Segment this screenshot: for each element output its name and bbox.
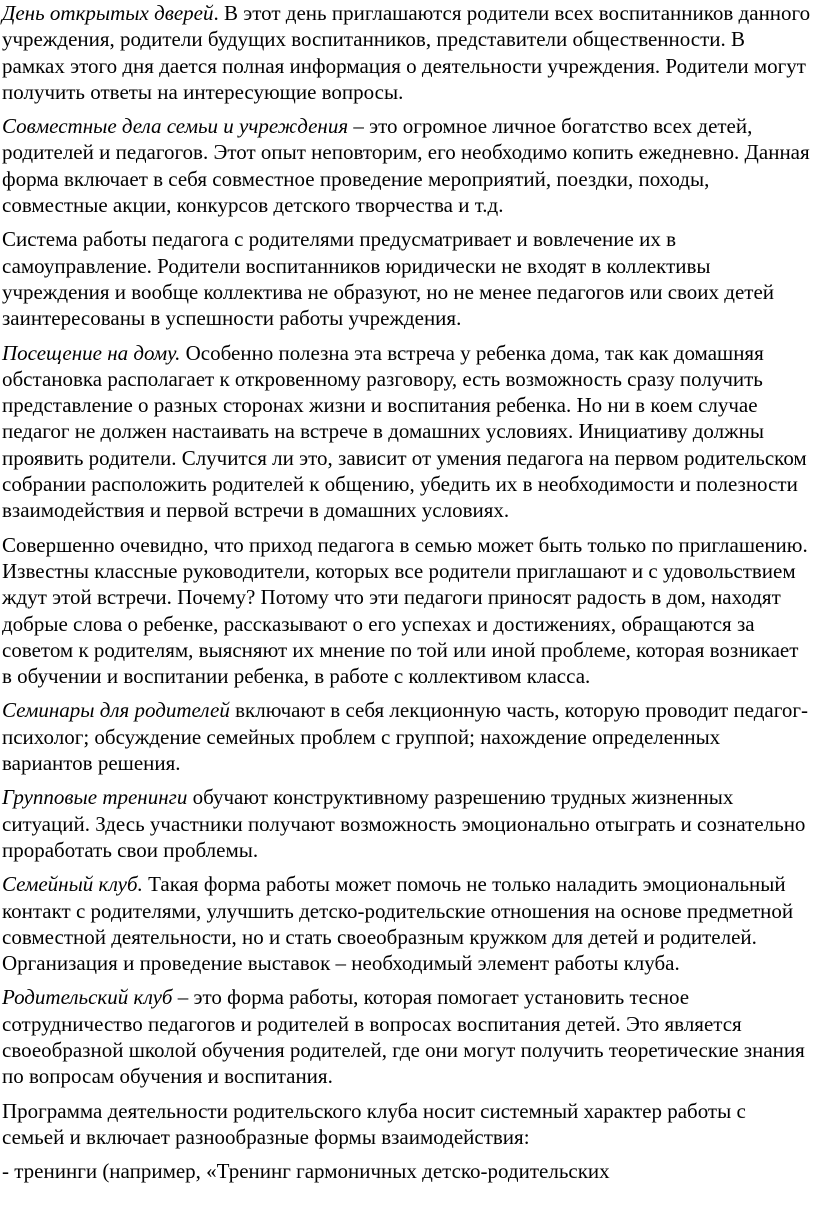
paragraph-joint-activities — [2, 113, 812, 218]
paragraph-family-club — [2, 871, 812, 976]
text-invitation: Совершенно очевидно, что приход педагога в семью может быть только по приглашению. Известны классные руководители, которых все родители приглашают и с удовольствием ждут этой встречи. Почему? Потому что эти педагоги приносят радость в дом, находят добрые слова о ребенке, рассказывают о его успехах и достижениях, обращаются за советом к родителям, выясняют их мнение по той или иной проблеме, которая возникает в обучении и воспитании ребенка, в работе с коллективом класса. — [2, 532, 808, 689]
text-group-trainings: обучают конструктивному разрешению трудных жизненных ситуаций. Здесь участники получают возможность эмоционально отыграть и сознательно проработать свои проблемы. — [2, 785, 806, 862]
text-list-item-trainings: - тренинги (например, «Тренинг гармоничных детско-родительских — [2, 1159, 610, 1184]
text-seminars: включают в себя лекционную часть, которую проводит педагог-психолог; обсуждение семейных проблем с группой; нахождение определенных вариантов решения. — [2, 698, 808, 776]
term-family-club: Семейный клуб. — [2, 872, 143, 897]
paragraph-open-day — [2, 0, 812, 105]
text-joint-activities: – это огромное личное богатство всех детей, родителей и педагогов. Этот опыт неповторим, его необходимо копить ежедневно. Данная форма включает в себя совместное проведение мероприятий, поездки, походы, совместные акции, конкурсов детского творчества и т.д. — [2, 114, 810, 218]
paragraph-list-item-trainings — [2, 1158, 812, 1184]
text-family-club: Такая форма работы может помочь не только наладить эмоциональный контакт с родителями, улучшить детско-родительские отношения на основе предметной совместной деятельности, но и стать своеобразным кружком для детей и родителей. Организация и проведение выставок – необходимый элемент работы клуба. — [2, 872, 794, 976]
paragraph-home-visit — [2, 340, 812, 524]
text-club-program: Программа деятельности родительского клуба носит системный характер работы с семьей и включает разнообразные формы взаимодействия: — [2, 1098, 746, 1149]
document-page — [2, 0, 812, 1192]
term-open-day: День открытых дверей — [2, 1, 214, 25]
paragraph-club-program — [2, 1098, 812, 1151]
paragraph-parent-club — [2, 984, 812, 1089]
paragraph-invitation — [2, 532, 812, 690]
text-open-day: . В этот день приглашаются родители всех воспитанников данного учреждения, родители будущих воспитанников, представители общественности. В рамках этого дня дается полная информация о деятельности учреждения. Родители могут получить ответы на интересующие вопросы. — [2, 1, 811, 104]
text-home-visit: Особенно полезна эта встреча у ребенка дома, так как домашняя обстановка располагает к откровенному разговору, есть возможность сразу получить представление о разных сторонах жизни и воспитания ребенка. Но ни в коем случае педагог не должен настаивать на встрече в домашних условиях. Инициативу должны проявить родители. Случится ли это, зависит от умения педагога на первом родительском собрании расположить родителей к общению, убедить их в необходимости и полезности взаимодействия и первой встречи в домашних условиях. — [2, 340, 807, 523]
term-joint-activities: Совместные дела семьи и учреждения — [2, 114, 349, 139]
paragraph-self-government — [2, 226, 812, 331]
paragraph-group-trainings — [2, 784, 812, 863]
text-self-government: Система работы педагога с родителями предусматривает и вовлечение их в самоуправление. Родители воспитанников юридически не входят в коллективы учреждения и вообще коллектива не образуют, но не менее педагогов или своих детей заинтересованы в успешности работы учреждения. — [2, 227, 775, 331]
term-group-trainings: Групповые тренинги — [2, 785, 188, 810]
term-parent-club: Родительский клуб — [2, 985, 173, 1010]
text-parent-club: – это форма работы, которая помогает установить тесное сотрудничество педагогов и родителей в вопросах воспитания детей. Это является своеобразной школой обучения родителей, где они могут получить теоретические знания по вопросам обучения и воспитания. — [2, 985, 805, 1089]
term-home-visit: Посещение на дому. — [2, 340, 181, 365]
paragraph-seminars — [2, 697, 812, 776]
term-seminars: Семинары для родителей — [2, 698, 230, 723]
